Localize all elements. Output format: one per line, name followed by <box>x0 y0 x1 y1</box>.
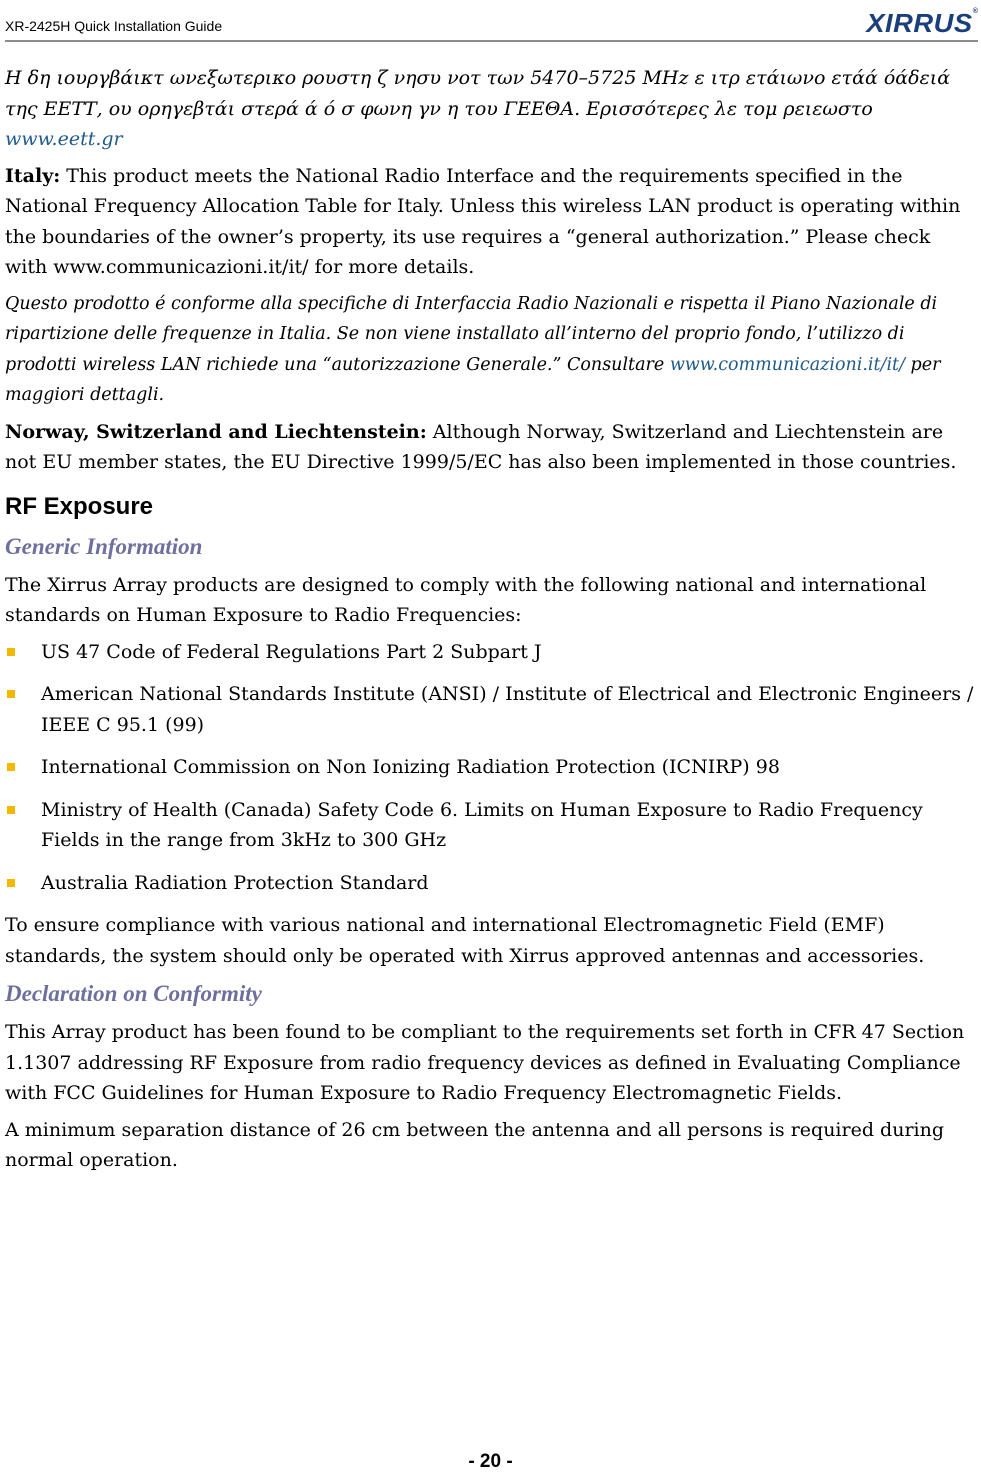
norway-paragraph <box>5 417 977 478</box>
italy-text: This product meets the National Radio Interface and the requirements specified in the National Frequency Allocation Table for Italy. Unless this wireless LAN product is operating within the boundaries of the owner’s property, its use requires a “general authorization.” Please check with www.communicazioni.it/it/ for more details. <box>5 164 961 278</box>
xirrus-logo <box>866 8 978 39</box>
bullet-icon <box>7 763 15 771</box>
bullet-icon <box>7 690 15 698</box>
rf-exposure-heading: RF Exposure <box>5 492 154 520</box>
separation-paragraph: A minimum separation distance of 26 cm between the antenna and all persons is required during normal operation. <box>5 1118 944 1171</box>
italian-tail: per maggiori dettagli. <box>5 354 941 405</box>
greece-paragraph <box>5 63 977 155</box>
bullet-icon <box>7 806 15 814</box>
page-content <box>5 63 977 1182</box>
page-number: - 20 - <box>468 1451 513 1472</box>
list-item: Australia Radiation Protection Standard <box>5 868 977 899</box>
registered-mark: ® <box>972 8 979 15</box>
italian-paragraph <box>5 289 977 411</box>
logo-text: XIRRUS <box>866 8 973 38</box>
document-title: XR-2425H Quick Installation Guide <box>5 18 223 34</box>
norway-text: Although Norway, Switzerland and Liechtenstein are not EU member states, the EU Directive 1999/5/EC has also been implemented in those countries. <box>5 420 957 473</box>
compliance-paragraph: To ensure compliance with various national and international Electromagnetic Field (EMF) standards, the system should only be operated with Xirrus approved antennas and accessories. <box>5 914 925 967</box>
eett-link[interactable]: www.eett.gr <box>5 128 123 150</box>
norway-label: Norway, Switzerland and Liechtenstein: <box>5 420 427 443</box>
declaration-paragraph: This Array product has been found to be compliant to the requirements set forth in CFR 47 Section 1.1307 addressing RF Exposure from radio frequency devices as defined in Evaluating Compliance with FCC Guidelines for Human Exposure to Radio Frequency Electromagnetic Fields. <box>5 1021 965 1104</box>
page-header <box>5 10 978 42</box>
declaration-heading: Declaration on Conformity <box>5 981 262 1006</box>
italian-text: Questo prodotto é conforme alla specifiche di Interfaccia Radio Nazionali e rispetta il Piano Nazionale di ripartizione delle frequenze in Italia. Se non viene installato all’interno del proprio fondo, l’utilizzo di prodotti wireless LAN richiede una “autorizzazione Generale.” Consultare <box>5 293 938 375</box>
list-item: International Commission on Non Ionizing Radiation Protection (ICNIRP) 98 <box>5 752 977 783</box>
bullet-icon <box>7 879 15 887</box>
generic-intro: The Xirrus Array products are designed to comply with the following national and international standards on Human Exposure to Radio Frequencies: <box>5 573 927 626</box>
list-item: Ministry of Health (Canada) Safety Code 6. Limits on Human Exposure to Radio Frequency Fields in the range from 3kHz to 300 GHz <box>5 795 977 856</box>
bullet-icon <box>7 648 15 656</box>
italy-paragraph <box>5 161 977 283</box>
list-item: American National Standards Institute (ANSI) / Institute of Electrical and Electronic Engineers / IEEE C 95.1 (99) <box>5 679 977 740</box>
generic-information-heading: Generic Information <box>5 533 203 559</box>
italy-label: Italy: <box>5 164 61 187</box>
standards-list <box>5 637 977 899</box>
list-item: US 47 Code of Federal Regulations Part 2 Subpart J <box>5 637 977 668</box>
communicazioni-link[interactable]: www.communicazioni.it/it/ <box>669 354 905 375</box>
greece-text: Η δη ιουργβάικτ ωνεξωτερικο ρουστη ζ νησυ νοτ των 5470–5725 MHz ε ιτρ ετάιωνο ετάά όάδειά της ΕΕΤΤ, ου ορηγεβτάι στερά ά ό σ φωνη γν η του ΓΕΕΘΑ. Ερισσότερες λε τομ ρειεωστο <box>5 67 951 120</box>
